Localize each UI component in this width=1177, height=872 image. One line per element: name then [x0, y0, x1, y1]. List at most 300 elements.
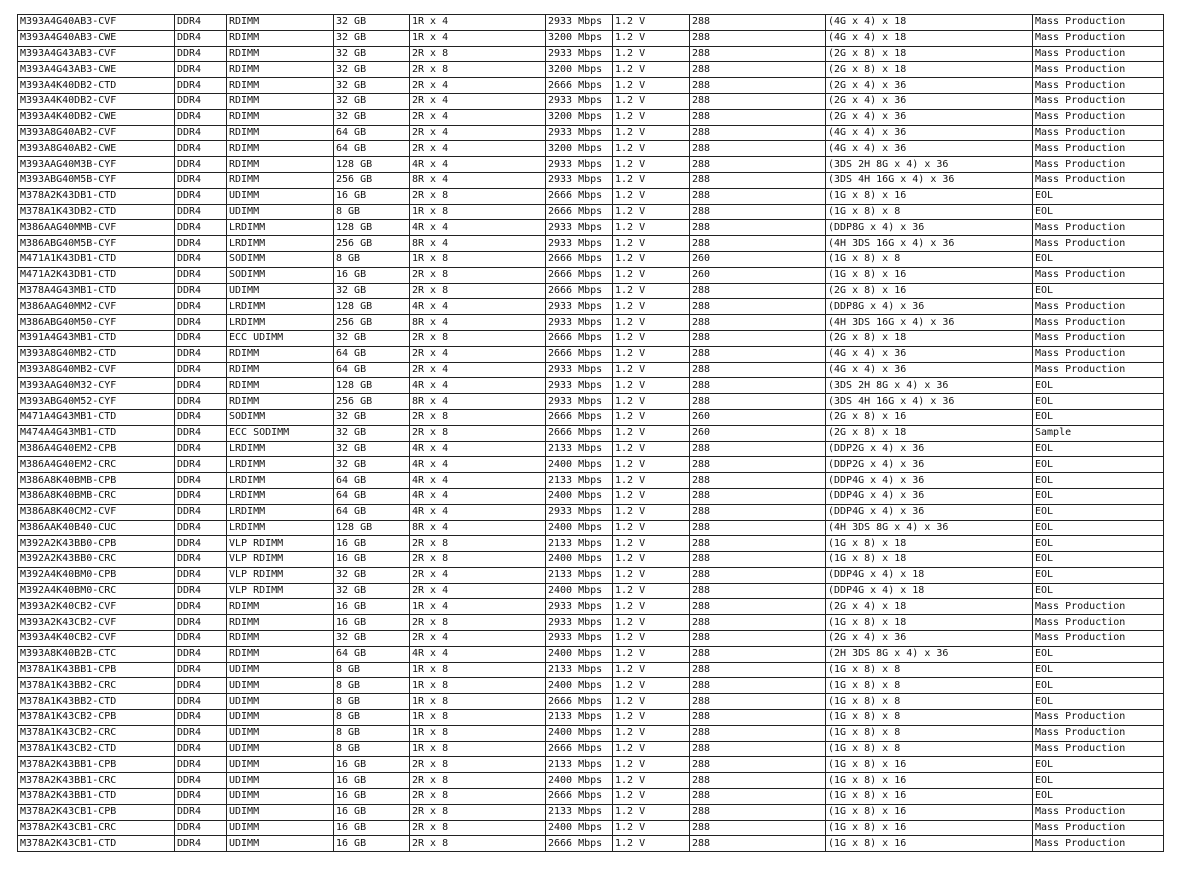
density-cell: 32 GB: [334, 93, 410, 109]
type-cell: DDR4: [175, 172, 227, 188]
density-cell: 256 GB: [334, 394, 410, 410]
module-cell: VLP RDIMM: [227, 583, 334, 599]
speed-cell: 2933 Mbps: [546, 299, 613, 315]
module-cell: LRDIMM: [227, 504, 334, 520]
voltage-cell: 1.2 V: [613, 710, 690, 726]
organization-cell: 2R x 8: [410, 409, 546, 425]
voltage-cell: 1.2 V: [613, 789, 690, 805]
table-row: [18, 583, 1164, 599]
speed-cell: 2933 Mbps: [546, 157, 613, 173]
type-cell: DDR4: [175, 157, 227, 173]
density-cell: 32 GB: [334, 46, 410, 62]
speed-cell: 2933 Mbps: [546, 378, 613, 394]
table-row: [18, 631, 1164, 647]
pin-count-cell: 288: [690, 836, 826, 852]
organization-cell: 2R x 8: [410, 536, 546, 552]
density-cell: 16 GB: [334, 188, 410, 204]
density-cell: 256 GB: [334, 315, 410, 331]
part-number-cell: M386A8K40BMB-CRC: [18, 488, 175, 504]
speed-cell: 2133 Mbps: [546, 441, 613, 457]
type-cell: DDR4: [175, 251, 227, 267]
part-number-cell: M378A2K43BB1-CTD: [18, 789, 175, 805]
table-row: [18, 662, 1164, 678]
density-cell: 64 GB: [334, 346, 410, 362]
module-cell: UDIMM: [227, 789, 334, 805]
part-number-cell: M378A2K43BB1-CPB: [18, 757, 175, 773]
module-cell: RDIMM: [227, 157, 334, 173]
organization-cell: 4R x 4: [410, 299, 546, 315]
type-cell: DDR4: [175, 220, 227, 236]
module-cell: RDIMM: [227, 109, 334, 125]
type-cell: DDR4: [175, 567, 227, 583]
table-row: [18, 710, 1164, 726]
module-cell: RDIMM: [227, 599, 334, 615]
density-cell: 32 GB: [334, 441, 410, 457]
pin-count-cell: 288: [690, 804, 826, 820]
part-number-cell: M393A4K40DB2-CVF: [18, 93, 175, 109]
status-cell: EOL: [1033, 678, 1164, 694]
module-cell: RDIMM: [227, 172, 334, 188]
status-cell: EOL: [1033, 646, 1164, 662]
speed-cell: 2933 Mbps: [546, 15, 613, 31]
voltage-cell: 1.2 V: [613, 425, 690, 441]
module-cell: LRDIMM: [227, 220, 334, 236]
status-cell: Mass Production: [1033, 615, 1164, 631]
part-number-cell: M393A2K40CB2-CVF: [18, 599, 175, 615]
composition-cell: (DDP4G x 4) x 36: [826, 504, 1033, 520]
status-cell: Mass Production: [1033, 267, 1164, 283]
type-cell: DDR4: [175, 362, 227, 378]
part-number-cell: M378A2K43BB1-CRC: [18, 773, 175, 789]
voltage-cell: 1.2 V: [613, 567, 690, 583]
type-cell: DDR4: [175, 378, 227, 394]
pin-count-cell: 260: [690, 409, 826, 425]
part-number-cell: M393A8K40B2B-CTC: [18, 646, 175, 662]
table-row: [18, 741, 1164, 757]
pin-count-cell: 288: [690, 757, 826, 773]
status-cell: EOL: [1033, 552, 1164, 568]
status-cell: EOL: [1033, 773, 1164, 789]
speed-cell: 2400 Mbps: [546, 646, 613, 662]
part-number-cell: M378A1K43CB2-CRC: [18, 725, 175, 741]
status-cell: EOL: [1033, 520, 1164, 536]
density-cell: 32 GB: [334, 583, 410, 599]
type-cell: DDR4: [175, 552, 227, 568]
composition-cell: (4H 3DS 16G x 4) x 36: [826, 315, 1033, 331]
voltage-cell: 1.2 V: [613, 362, 690, 378]
voltage-cell: 1.2 V: [613, 46, 690, 62]
organization-cell: 4R x 4: [410, 473, 546, 489]
voltage-cell: 1.2 V: [613, 520, 690, 536]
memory-module-table: [17, 14, 1164, 852]
organization-cell: 4R x 4: [410, 220, 546, 236]
pin-count-cell: 288: [690, 346, 826, 362]
module-cell: VLP RDIMM: [227, 552, 334, 568]
voltage-cell: 1.2 V: [613, 330, 690, 346]
table-row: [18, 220, 1164, 236]
status-cell: Mass Production: [1033, 741, 1164, 757]
density-cell: 32 GB: [334, 409, 410, 425]
type-cell: DDR4: [175, 583, 227, 599]
organization-cell: 8R x 4: [410, 236, 546, 252]
part-number-cell: M386A8K40CM2-CVF: [18, 504, 175, 520]
module-cell: RDIMM: [227, 141, 334, 157]
voltage-cell: 1.2 V: [613, 62, 690, 78]
composition-cell: (DDP2G x 4) x 36: [826, 441, 1033, 457]
part-number-cell: M392A2K43BB0-CPB: [18, 536, 175, 552]
speed-cell: 2933 Mbps: [546, 631, 613, 647]
type-cell: DDR4: [175, 757, 227, 773]
status-cell: EOL: [1033, 536, 1164, 552]
module-cell: UDIMM: [227, 662, 334, 678]
type-cell: DDR4: [175, 615, 227, 631]
type-cell: DDR4: [175, 646, 227, 662]
organization-cell: 2R x 8: [410, 804, 546, 820]
part-number-cell: M392A4K40BM0-CPB: [18, 567, 175, 583]
module-cell: UDIMM: [227, 804, 334, 820]
status-cell: EOL: [1033, 694, 1164, 710]
part-number-cell: M393A8G40AB2-CWE: [18, 141, 175, 157]
module-cell: SODIMM: [227, 267, 334, 283]
type-cell: DDR4: [175, 46, 227, 62]
part-number-cell: M378A2K43CB1-CRC: [18, 820, 175, 836]
composition-cell: (2G x 4) x 36: [826, 78, 1033, 94]
status-cell: EOL: [1033, 789, 1164, 805]
status-cell: Mass Production: [1033, 820, 1164, 836]
organization-cell: 2R x 4: [410, 93, 546, 109]
voltage-cell: 1.2 V: [613, 678, 690, 694]
speed-cell: 2133 Mbps: [546, 710, 613, 726]
table-row: [18, 188, 1164, 204]
module-cell: UDIMM: [227, 820, 334, 836]
type-cell: DDR4: [175, 330, 227, 346]
pin-count-cell: 288: [690, 109, 826, 125]
composition-cell: (2G x 4) x 18: [826, 599, 1033, 615]
part-number-cell: M392A4K40BM0-CRC: [18, 583, 175, 599]
part-number-cell: M378A1K43CB2-CPB: [18, 710, 175, 726]
density-cell: 32 GB: [334, 30, 410, 46]
speed-cell: 2666 Mbps: [546, 283, 613, 299]
speed-cell: 2400 Mbps: [546, 583, 613, 599]
speed-cell: 2933 Mbps: [546, 125, 613, 141]
table-row: [18, 504, 1164, 520]
organization-cell: 8R x 4: [410, 172, 546, 188]
density-cell: 8 GB: [334, 741, 410, 757]
voltage-cell: 1.2 V: [613, 346, 690, 362]
pin-count-cell: 288: [690, 694, 826, 710]
type-cell: DDR4: [175, 62, 227, 78]
composition-cell: (3DS 4H 16G x 4) x 36: [826, 172, 1033, 188]
density-cell: 256 GB: [334, 236, 410, 252]
speed-cell: 2666 Mbps: [546, 741, 613, 757]
table-row: [18, 93, 1164, 109]
composition-cell: (1G x 8) x 8: [826, 678, 1033, 694]
pin-count-cell: 288: [690, 599, 826, 615]
module-cell: SODIMM: [227, 409, 334, 425]
module-cell: UDIMM: [227, 694, 334, 710]
status-cell: EOL: [1033, 473, 1164, 489]
speed-cell: 2933 Mbps: [546, 504, 613, 520]
composition-cell: (1G x 8) x 16: [826, 804, 1033, 820]
density-cell: 32 GB: [334, 457, 410, 473]
table-row: [18, 520, 1164, 536]
pin-count-cell: 288: [690, 378, 826, 394]
status-cell: EOL: [1033, 251, 1164, 267]
type-cell: DDR4: [175, 804, 227, 820]
status-cell: EOL: [1033, 188, 1164, 204]
density-cell: 8 GB: [334, 251, 410, 267]
part-number-cell: M386A8K40BMB-CPB: [18, 473, 175, 489]
part-number-cell: M393A4G43AB3-CWE: [18, 62, 175, 78]
organization-cell: 2R x 4: [410, 583, 546, 599]
composition-cell: (2G x 8) x 18: [826, 425, 1033, 441]
voltage-cell: 1.2 V: [613, 441, 690, 457]
type-cell: DDR4: [175, 457, 227, 473]
density-cell: 64 GB: [334, 646, 410, 662]
status-cell: EOL: [1033, 757, 1164, 773]
voltage-cell: 1.2 V: [613, 157, 690, 173]
voltage-cell: 1.2 V: [613, 109, 690, 125]
module-cell: UDIMM: [227, 725, 334, 741]
status-cell: Mass Production: [1033, 46, 1164, 62]
voltage-cell: 1.2 V: [613, 141, 690, 157]
speed-cell: 2666 Mbps: [546, 204, 613, 220]
voltage-cell: 1.2 V: [613, 504, 690, 520]
organization-cell: 1R x 8: [410, 251, 546, 267]
table-row: [18, 172, 1164, 188]
status-cell: Mass Production: [1033, 172, 1164, 188]
voltage-cell: 1.2 V: [613, 773, 690, 789]
status-cell: Mass Production: [1033, 346, 1164, 362]
table-row: [18, 757, 1164, 773]
density-cell: 8 GB: [334, 694, 410, 710]
composition-cell: (3DS 2H 8G x 4) x 36: [826, 378, 1033, 394]
table-row: [18, 457, 1164, 473]
density-cell: 128 GB: [334, 520, 410, 536]
voltage-cell: 1.2 V: [613, 694, 690, 710]
speed-cell: 2666 Mbps: [546, 836, 613, 852]
voltage-cell: 1.2 V: [613, 741, 690, 757]
table-row: [18, 599, 1164, 615]
pin-count-cell: 288: [690, 725, 826, 741]
voltage-cell: 1.2 V: [613, 378, 690, 394]
module-cell: LRDIMM: [227, 473, 334, 489]
part-number-cell: M474A4G43MB1-CTD: [18, 425, 175, 441]
density-cell: 32 GB: [334, 330, 410, 346]
part-number-cell: M471A2K43DB1-CTD: [18, 267, 175, 283]
status-cell: Mass Production: [1033, 362, 1164, 378]
composition-cell: (DDP2G x 4) x 36: [826, 457, 1033, 473]
speed-cell: 2666 Mbps: [546, 789, 613, 805]
module-cell: LRDIMM: [227, 299, 334, 315]
voltage-cell: 1.2 V: [613, 836, 690, 852]
density-cell: 64 GB: [334, 488, 410, 504]
composition-cell: (4G x 4) x 36: [826, 346, 1033, 362]
module-cell: RDIMM: [227, 346, 334, 362]
composition-cell: (2G x 8) x 18: [826, 330, 1033, 346]
composition-cell: (1G x 8) x 8: [826, 662, 1033, 678]
speed-cell: 2933 Mbps: [546, 93, 613, 109]
speed-cell: 3200 Mbps: [546, 141, 613, 157]
density-cell: 128 GB: [334, 299, 410, 315]
type-cell: DDR4: [175, 394, 227, 410]
module-cell: RDIMM: [227, 394, 334, 410]
organization-cell: 4R x 4: [410, 441, 546, 457]
type-cell: DDR4: [175, 299, 227, 315]
status-cell: Mass Production: [1033, 62, 1164, 78]
pin-count-cell: 288: [690, 394, 826, 410]
voltage-cell: 1.2 V: [613, 820, 690, 836]
type-cell: DDR4: [175, 346, 227, 362]
table-row: [18, 646, 1164, 662]
organization-cell: 4R x 4: [410, 646, 546, 662]
density-cell: 64 GB: [334, 141, 410, 157]
speed-cell: 3200 Mbps: [546, 62, 613, 78]
density-cell: 8 GB: [334, 725, 410, 741]
composition-cell: (2H 3DS 8G x 4) x 36: [826, 646, 1033, 662]
module-cell: RDIMM: [227, 93, 334, 109]
pin-count-cell: 288: [690, 93, 826, 109]
speed-cell: 2400 Mbps: [546, 488, 613, 504]
voltage-cell: 1.2 V: [613, 488, 690, 504]
composition-cell: (4G x 4) x 36: [826, 362, 1033, 378]
status-cell: EOL: [1033, 409, 1164, 425]
part-number-cell: M393AAG40M32-CYF: [18, 378, 175, 394]
density-cell: 64 GB: [334, 473, 410, 489]
part-number-cell: M393A8G40MB2-CTD: [18, 346, 175, 362]
density-cell: 16 GB: [334, 552, 410, 568]
part-number-cell: M378A2K43DB1-CTD: [18, 188, 175, 204]
density-cell: 32 GB: [334, 62, 410, 78]
module-cell: RDIMM: [227, 30, 334, 46]
module-cell: LRDIMM: [227, 520, 334, 536]
voltage-cell: 1.2 V: [613, 725, 690, 741]
pin-count-cell: 288: [690, 773, 826, 789]
type-cell: DDR4: [175, 773, 227, 789]
part-number-cell: M378A1K43BB2-CTD: [18, 694, 175, 710]
organization-cell: 2R x 8: [410, 615, 546, 631]
module-cell: RDIMM: [227, 62, 334, 78]
organization-cell: 2R x 4: [410, 109, 546, 125]
part-number-cell: M378A2K43CB1-CTD: [18, 836, 175, 852]
type-cell: DDR4: [175, 78, 227, 94]
module-cell: VLP RDIMM: [227, 567, 334, 583]
part-number-cell: M393A8G40MB2-CVF: [18, 362, 175, 378]
pin-count-cell: 288: [690, 283, 826, 299]
type-cell: DDR4: [175, 820, 227, 836]
module-cell: LRDIMM: [227, 488, 334, 504]
organization-cell: 1R x 8: [410, 725, 546, 741]
type-cell: DDR4: [175, 504, 227, 520]
speed-cell: 2666 Mbps: [546, 425, 613, 441]
density-cell: 64 GB: [334, 362, 410, 378]
type-cell: DDR4: [175, 236, 227, 252]
speed-cell: 3200 Mbps: [546, 109, 613, 125]
table-row: [18, 773, 1164, 789]
density-cell: 128 GB: [334, 378, 410, 394]
module-cell: ECC SODIMM: [227, 425, 334, 441]
table-row: [18, 125, 1164, 141]
status-cell: Mass Production: [1033, 157, 1164, 173]
density-cell: 8 GB: [334, 710, 410, 726]
status-cell: Mass Production: [1033, 30, 1164, 46]
table-row: [18, 409, 1164, 425]
type-cell: DDR4: [175, 631, 227, 647]
table-row: [18, 62, 1164, 78]
pin-count-cell: 288: [690, 820, 826, 836]
pin-count-cell: 288: [690, 678, 826, 694]
pin-count-cell: 288: [690, 188, 826, 204]
type-cell: DDR4: [175, 520, 227, 536]
speed-cell: 3200 Mbps: [546, 30, 613, 46]
density-cell: 8 GB: [334, 662, 410, 678]
organization-cell: 2R x 8: [410, 757, 546, 773]
organization-cell: 1R x 8: [410, 694, 546, 710]
pin-count-cell: 288: [690, 315, 826, 331]
composition-cell: (1G x 8) x 18: [826, 536, 1033, 552]
organization-cell: 4R x 4: [410, 378, 546, 394]
part-number-cell: M392A2K43BB0-CRC: [18, 552, 175, 568]
composition-cell: (DDP8G x 4) x 36: [826, 220, 1033, 236]
organization-cell: 8R x 4: [410, 520, 546, 536]
type-cell: DDR4: [175, 141, 227, 157]
part-number-cell: M386AAK40B40-CUC: [18, 520, 175, 536]
table-row: [18, 804, 1164, 820]
voltage-cell: 1.2 V: [613, 78, 690, 94]
speed-cell: 2400 Mbps: [546, 520, 613, 536]
voltage-cell: 1.2 V: [613, 583, 690, 599]
organization-cell: 2R x 8: [410, 425, 546, 441]
composition-cell: (4H 3DS 16G x 4) x 36: [826, 236, 1033, 252]
speed-cell: 2400 Mbps: [546, 725, 613, 741]
composition-cell: (2G x 4) x 36: [826, 109, 1033, 125]
pin-count-cell: 288: [690, 504, 826, 520]
part-number-cell: M393A4K40DB2-CTD: [18, 78, 175, 94]
voltage-cell: 1.2 V: [613, 220, 690, 236]
status-cell: Mass Production: [1033, 631, 1164, 647]
part-number-cell: M386AAG40MM2-CVF: [18, 299, 175, 315]
pin-count-cell: 288: [690, 536, 826, 552]
type-cell: DDR4: [175, 488, 227, 504]
type-cell: DDR4: [175, 15, 227, 31]
module-cell: RDIMM: [227, 78, 334, 94]
speed-cell: 2666 Mbps: [546, 409, 613, 425]
status-cell: EOL: [1033, 504, 1164, 520]
density-cell: 64 GB: [334, 504, 410, 520]
composition-cell: (2G x 4) x 36: [826, 631, 1033, 647]
speed-cell: 2933 Mbps: [546, 172, 613, 188]
organization-cell: 2R x 4: [410, 567, 546, 583]
voltage-cell: 1.2 V: [613, 662, 690, 678]
organization-cell: 8R x 4: [410, 394, 546, 410]
composition-cell: (1G x 8) x 8: [826, 204, 1033, 220]
type-cell: DDR4: [175, 710, 227, 726]
organization-cell: 4R x 4: [410, 504, 546, 520]
status-cell: Mass Production: [1033, 236, 1164, 252]
organization-cell: 1R x 8: [410, 204, 546, 220]
composition-cell: (3DS 4H 16G x 4) x 36: [826, 394, 1033, 410]
pin-count-cell: 288: [690, 141, 826, 157]
table-row: [18, 315, 1164, 331]
pin-count-cell: 288: [690, 646, 826, 662]
table-row: [18, 820, 1164, 836]
part-number-cell: M378A1K43BB1-CPB: [18, 662, 175, 678]
speed-cell: 2933 Mbps: [546, 615, 613, 631]
pin-count-cell: 288: [690, 488, 826, 504]
speed-cell: 2666 Mbps: [546, 78, 613, 94]
status-cell: Mass Production: [1033, 299, 1164, 315]
speed-cell: 2400 Mbps: [546, 552, 613, 568]
